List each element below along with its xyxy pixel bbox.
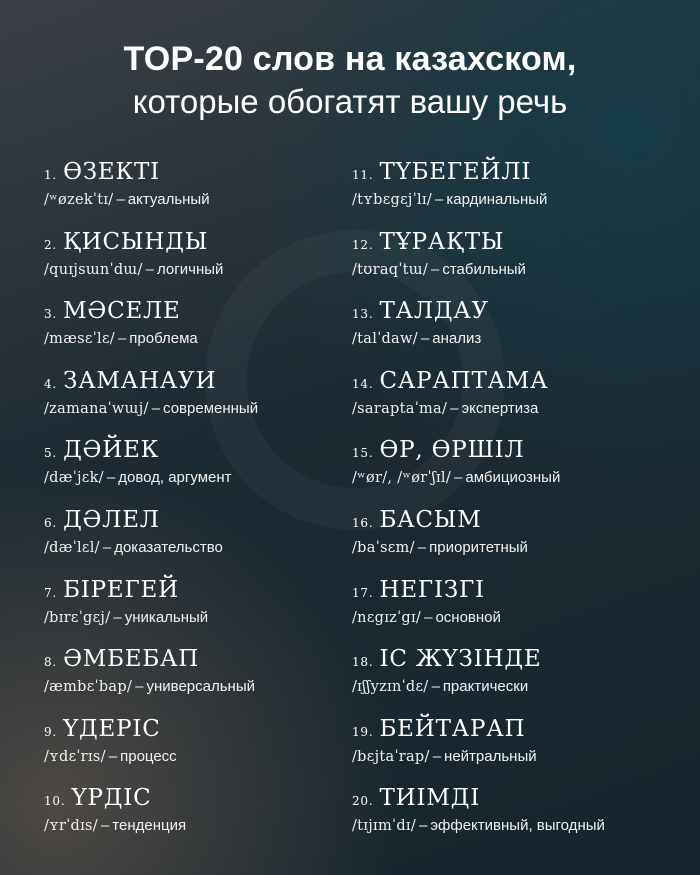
entry-number: 17.: [352, 585, 374, 600]
entry-number: 20.: [352, 794, 374, 809]
transcription: /ʷør/, /ʷørˈʃɪl/: [352, 470, 452, 487]
kazakh-word: ҮРДІС: [71, 785, 152, 812]
word-heading: [44, 784, 258, 815]
kazakh-word: ҮДЕРІС: [63, 715, 161, 742]
word-entry: [44, 715, 258, 785]
dash-separator: –: [145, 260, 155, 278]
word-heading: [352, 576, 605, 607]
title-line-1: TOP-20 слов на казахском,: [123, 40, 577, 78]
word-heading: [352, 715, 605, 746]
dash-separator: –: [108, 747, 118, 765]
dash-separator: –: [106, 469, 116, 487]
kazakh-word: ТҮБЕГЕЙЛІ: [379, 159, 532, 185]
kazakh-word: ӘМБЕБАП: [63, 646, 200, 673]
entry-number: 14.: [352, 376, 374, 391]
russian-translation: уникальный: [124, 608, 209, 626]
kazakh-word: БАСЫМ: [379, 506, 482, 533]
russian-translation: приоритетный: [429, 538, 528, 556]
kazakh-word: ТАЛДАУ: [379, 298, 489, 325]
word-heading: [44, 715, 258, 746]
entry-number: 8.: [44, 655, 58, 670]
dash-separator: –: [420, 330, 430, 348]
kazakh-word: ЗАМАНАУИ: [63, 367, 217, 394]
transcription: /talˈdaw/: [352, 331, 418, 348]
word-heading: [44, 367, 258, 398]
transcription: /tʊraqˈtɯ/: [352, 261, 429, 278]
kazakh-word: САРАПТАМА: [379, 367, 549, 394]
entry-number: 15.: [352, 446, 374, 461]
word-entry: [44, 367, 258, 437]
transcription: /tʏbɛgɛjˈlɪ/: [352, 192, 433, 208]
entry-number: 3.: [44, 307, 58, 322]
word-details: [352, 676, 605, 698]
word-heading: [44, 645, 258, 676]
word-details: [44, 746, 258, 768]
word-details: [44, 537, 258, 559]
kazakh-word: НЕГІЗГІ: [379, 576, 485, 603]
word-details: [352, 815, 605, 837]
dash-separator: –: [432, 747, 442, 765]
russian-translation: современный: [163, 399, 259, 417]
dash-separator: –: [454, 469, 463, 487]
transcription: /saraptaˈma/: [352, 400, 448, 417]
dash-separator: –: [435, 191, 444, 208]
russian-translation: процесс: [120, 747, 177, 765]
word-entry: [44, 297, 258, 367]
word-entry: [352, 367, 605, 437]
entry-number: 13.: [352, 307, 374, 322]
entry-number: 18.: [352, 655, 374, 670]
page-title: [0, 38, 700, 124]
word-entry: [44, 436, 258, 506]
transcription: /baˈsɛm/: [352, 539, 415, 556]
transcription: /ʏrˈdɪs/: [44, 818, 98, 835]
word-heading: [352, 506, 605, 537]
kazakh-word: ДӘЙЕК: [63, 437, 160, 464]
russian-translation: эффективный, выгодный: [430, 817, 605, 835]
word-details: [352, 607, 605, 629]
transcription: /quɪjsɯnˈdɯ/: [44, 261, 143, 278]
word-entry: [352, 297, 605, 367]
russian-translation: кардинальный: [446, 191, 548, 208]
word-entry: [44, 645, 258, 715]
word-heading: [44, 228, 258, 259]
word-heading: [352, 436, 605, 467]
word-heading: [44, 576, 258, 607]
word-entry: [352, 506, 605, 576]
word-entry: [44, 228, 258, 298]
russian-translation: актуальный: [127, 191, 210, 208]
word-details: [352, 189, 605, 211]
dash-separator: –: [431, 260, 440, 278]
word-entry: [352, 645, 605, 715]
word-heading: [352, 645, 605, 676]
word-details: [44, 607, 258, 629]
word-heading: [352, 228, 605, 259]
kazakh-word: ДӘЛЕЛ: [63, 506, 160, 533]
transcription: /tɪjɪmˈdɪ/: [352, 818, 417, 835]
dash-separator: –: [135, 678, 144, 696]
word-details: [352, 467, 605, 489]
word-heading: [352, 297, 605, 328]
dash-separator: –: [116, 191, 125, 208]
word-details: [44, 398, 258, 420]
transcription: /ʏdɛˈrɪs/: [44, 748, 106, 765]
word-entry: [352, 715, 605, 785]
russian-translation: нейтральный: [444, 747, 537, 765]
title-line-2: которые обогатят вашу речь: [132, 83, 568, 120]
russian-translation: универсальный: [146, 678, 255, 696]
dash-separator: –: [419, 817, 428, 835]
russian-translation: доказательство: [114, 538, 223, 556]
entry-number: 19.: [352, 724, 374, 739]
kazakh-word: ӨР, ӨРШІЛ: [379, 437, 525, 464]
transcription: /nɛgɪzˈgɪ/: [352, 609, 422, 626]
kazakh-word: ТИІМДІ: [379, 785, 481, 812]
transcription: /mæsɛˈlɛ/: [44, 331, 115, 348]
russian-translation: стабильный: [442, 260, 526, 278]
word-entry: [352, 228, 605, 298]
word-list-left: [44, 158, 258, 854]
entry-number: 6.: [44, 515, 58, 530]
russian-translation: экспертиза: [461, 399, 539, 417]
transcription: /bɪrɛˈgɛj/: [44, 609, 111, 626]
word-heading: [44, 436, 258, 467]
transcription: /bɛjtaˈrap/: [352, 748, 430, 765]
russian-translation: анализ: [432, 330, 482, 348]
word-details: [352, 328, 605, 350]
word-details: [44, 259, 258, 281]
dash-separator: –: [431, 678, 440, 696]
word-details: [352, 537, 605, 559]
word-heading: [352, 367, 605, 398]
entry-number: 16.: [352, 515, 374, 530]
word-list-right: [352, 158, 605, 854]
russian-translation: практически: [442, 678, 529, 696]
kazakh-word: ІС ЖҮЗІНДЕ: [379, 646, 542, 673]
word-details: [44, 815, 258, 837]
entry-number: 7.: [44, 585, 58, 600]
transcription: /zamanaˈwɯj/: [44, 400, 149, 417]
russian-translation: тенденция: [112, 817, 187, 835]
transcription: /æmbɛˈbap/: [44, 679, 133, 696]
word-entry: [44, 576, 258, 646]
word-details: [44, 676, 258, 698]
kazakh-word: БІРЕГЕЙ: [63, 576, 179, 603]
entry-number: 5.: [44, 446, 58, 461]
entry-number: 2.: [44, 237, 58, 252]
dash-separator: –: [151, 399, 161, 417]
kazakh-word: ТҰРАҚТЫ: [379, 228, 505, 255]
kazakh-word: БЕЙТАРАП: [379, 715, 526, 742]
entry-number: 1.: [44, 168, 58, 182]
word-heading: [44, 506, 258, 537]
word-heading: [352, 784, 605, 815]
russian-translation: довод, аргумент: [118, 469, 232, 487]
word-details: [44, 328, 258, 350]
entry-number: 9.: [44, 724, 58, 739]
word-details: [352, 398, 605, 420]
word-entry: [352, 576, 605, 646]
russian-translation: логичный: [157, 260, 224, 278]
word-entry: [352, 436, 605, 506]
entry-number: 12.: [352, 237, 374, 252]
word-entry: [44, 158, 258, 228]
word-details: [352, 259, 605, 281]
dash-separator: –: [417, 538, 427, 556]
kazakh-word: МӘСЕЛЕ: [63, 298, 181, 325]
transcription: /ʷøzekˈtɪ/: [44, 192, 114, 208]
dash-separator: –: [450, 399, 459, 417]
dash-separator: –: [102, 538, 112, 556]
entry-number: 11.: [352, 168, 374, 182]
transcription: /dæˈlɛl/: [44, 539, 100, 556]
kazakh-word: ҚИСЫНДЫ: [63, 228, 209, 255]
word-details: [44, 189, 258, 211]
word-details: [44, 467, 258, 489]
word-heading: [352, 158, 605, 189]
word-entry: [352, 784, 605, 854]
word-entry: [44, 784, 258, 854]
entry-number: 4.: [44, 376, 58, 391]
word-heading: [44, 297, 258, 328]
dash-separator: –: [117, 330, 127, 348]
dash-separator: –: [113, 608, 122, 626]
dash-separator: –: [424, 608, 433, 626]
word-heading: [44, 158, 258, 189]
transcription: /ɪʃʃyzɪnˈdɛ/: [352, 679, 429, 696]
entry-number: 10.: [44, 794, 66, 809]
kazakh-word: ӨЗЕКТІ: [63, 159, 161, 185]
word-entry: [352, 158, 605, 228]
word-details: [352, 746, 605, 768]
russian-translation: амбициозный: [465, 469, 561, 487]
russian-translation: проблема: [129, 330, 198, 348]
transcription: /dæˈjɛk/: [44, 470, 104, 487]
word-entry: [44, 506, 258, 576]
dash-separator: –: [100, 817, 110, 835]
russian-translation: основной: [435, 608, 501, 626]
